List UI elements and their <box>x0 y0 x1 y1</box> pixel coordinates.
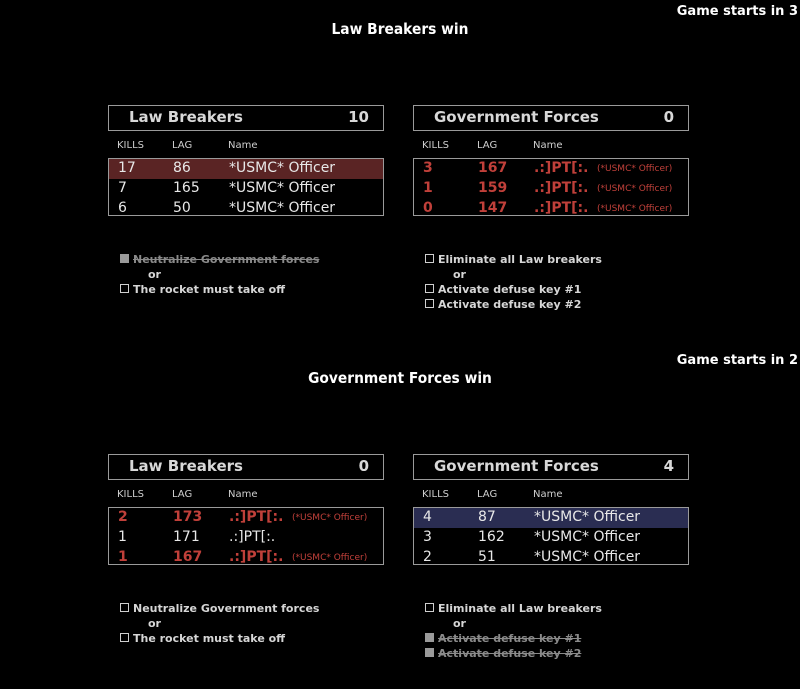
player-name: .:]PT[:. <box>229 509 284 525</box>
objectives-law-breakers <box>120 602 319 647</box>
player-name: *USMC* Officer <box>229 180 336 196</box>
column-headers <box>413 487 689 503</box>
player-name: *USMC* Officer <box>229 160 336 176</box>
checkbox-checked-icon <box>120 254 129 263</box>
player-kills: 17 <box>118 160 136 176</box>
checkbox-checked-icon <box>425 648 434 657</box>
objective-defuse-1: Activate defuse key #1 <box>425 632 602 647</box>
round-2 <box>0 349 800 689</box>
player-name: .:]PT[:. <box>534 160 589 176</box>
scoreboard-law-breakers <box>108 454 384 565</box>
player-name: .:]PT[:. <box>229 529 276 545</box>
killed-by-tag: (*USMC* Officer) <box>597 164 673 174</box>
team-score: 0 <box>358 457 369 475</box>
checkbox-icon <box>425 299 434 308</box>
team-name: Law Breakers <box>129 457 243 475</box>
objectives-government-forces <box>425 253 602 313</box>
team-header <box>108 105 384 131</box>
col-name: Name <box>533 140 563 151</box>
player-row <box>109 528 383 548</box>
objective-eliminate: Eliminate all Law breakers <box>425 253 602 268</box>
player-kills: 1 <box>118 529 127 545</box>
player-row-dead <box>414 199 688 219</box>
player-lag: 87 <box>478 509 496 525</box>
objective-rocket: The rocket must take off <box>120 632 319 647</box>
player-kills: 6 <box>118 200 127 216</box>
player-row-dead <box>109 548 383 568</box>
checkbox-icon <box>120 284 129 293</box>
player-kills: 7 <box>118 180 127 196</box>
player-list <box>413 158 689 216</box>
objective-neutralize: Neutralize Government forces <box>120 253 319 268</box>
player-name: *USMC* Officer <box>534 509 641 525</box>
player-lag: 173 <box>173 509 203 525</box>
team-name: Government Forces <box>434 457 599 475</box>
scoreboard-government-forces <box>413 105 689 216</box>
col-lag: LAG <box>172 489 193 500</box>
player-lag: 147 <box>478 200 508 216</box>
killed-by-tag: (*USMC* Officer) <box>597 204 673 214</box>
player-kills: 1 <box>118 549 128 565</box>
team-score: 0 <box>663 108 674 126</box>
player-lag: 165 <box>173 180 200 196</box>
team-header <box>413 105 689 131</box>
objective-or: or <box>148 268 161 281</box>
player-kills: 1 <box>423 180 433 196</box>
player-row <box>414 528 688 548</box>
col-kills: KILLS <box>117 140 144 151</box>
team-name: Law Breakers <box>129 108 243 126</box>
checkbox-icon <box>120 603 129 612</box>
player-list <box>108 507 384 565</box>
countdown: Game starts in 3 <box>676 4 798 19</box>
team-score: 4 <box>663 457 674 475</box>
objectives-law-breakers <box>120 253 319 298</box>
objective-eliminate: Eliminate all Law breakers <box>425 602 602 617</box>
player-lag: 167 <box>173 549 203 565</box>
scoreboard-law-breakers <box>108 105 384 216</box>
player-name: .:]PT[:. <box>229 549 284 565</box>
winner-banner: Law Breakers win <box>331 20 469 38</box>
player-lag: 51 <box>478 549 496 565</box>
player-lag: 162 <box>478 529 505 545</box>
player-name: .:]PT[:. <box>534 200 589 216</box>
player-name: *USMC* Officer <box>534 529 641 545</box>
player-list <box>108 158 384 216</box>
col-kills: KILLS <box>422 489 449 500</box>
player-lag: 171 <box>173 529 200 545</box>
objective-or: or <box>453 617 466 630</box>
player-row <box>414 508 688 528</box>
countdown: Game starts in 2 <box>676 353 798 368</box>
checkbox-checked-icon <box>425 633 434 642</box>
player-list <box>413 507 689 565</box>
scoreboard-government-forces <box>413 454 689 565</box>
player-lag: 86 <box>173 160 191 176</box>
col-lag: LAG <box>477 140 498 151</box>
player-name: *USMC* Officer <box>229 200 336 216</box>
killed-by-tag: (*USMC* Officer) <box>292 553 368 563</box>
player-kills: 2 <box>423 549 432 565</box>
winner-banner: Government Forces win <box>308 369 492 387</box>
team-header <box>413 454 689 480</box>
checkbox-icon <box>425 254 434 263</box>
player-kills: 0 <box>423 200 433 216</box>
player-lag: 167 <box>478 160 508 176</box>
objective-neutralize: Neutralize Government forces <box>120 602 319 617</box>
player-row <box>414 548 688 568</box>
player-row <box>109 159 383 179</box>
col-kills: KILLS <box>422 140 449 151</box>
player-lag: 159 <box>478 180 508 196</box>
player-kills: 4 <box>423 509 432 525</box>
col-kills: KILLS <box>117 489 144 500</box>
column-headers <box>108 487 384 503</box>
player-kills: 2 <box>118 509 128 525</box>
killed-by-tag: (*USMC* Officer) <box>597 184 673 194</box>
objective-or: or <box>148 617 161 630</box>
objective-rocket: The rocket must take off <box>120 283 319 298</box>
objective-defuse-1: Activate defuse key #1 <box>425 283 602 298</box>
checkbox-icon <box>425 603 434 612</box>
checkbox-icon <box>120 633 129 642</box>
checkbox-icon <box>425 284 434 293</box>
objective-defuse-2: Activate defuse key #2 <box>425 647 602 662</box>
team-score: 10 <box>348 108 369 126</box>
player-row-dead <box>414 179 688 199</box>
col-lag: LAG <box>172 140 193 151</box>
player-row <box>109 179 383 199</box>
team-name: Government Forces <box>434 108 599 126</box>
player-lag: 50 <box>173 200 191 216</box>
player-name: *USMC* Officer <box>534 549 641 565</box>
player-row-dead <box>109 508 383 528</box>
objective-defuse-2: Activate defuse key #2 <box>425 298 602 313</box>
team-header <box>108 454 384 480</box>
column-headers <box>108 138 384 154</box>
col-name: Name <box>533 489 563 500</box>
player-row-dead <box>414 159 688 179</box>
objectives-government-forces <box>425 602 602 662</box>
col-name: Name <box>228 489 258 500</box>
player-kills: 3 <box>423 529 432 545</box>
player-kills: 3 <box>423 160 433 176</box>
col-lag: LAG <box>477 489 498 500</box>
player-name: .:]PT[:. <box>534 180 589 196</box>
column-headers <box>413 138 689 154</box>
round-1 <box>0 0 800 340</box>
objective-or: or <box>453 268 466 281</box>
killed-by-tag: (*USMC* Officer) <box>292 513 368 523</box>
player-row <box>109 199 383 219</box>
col-name: Name <box>228 140 258 151</box>
